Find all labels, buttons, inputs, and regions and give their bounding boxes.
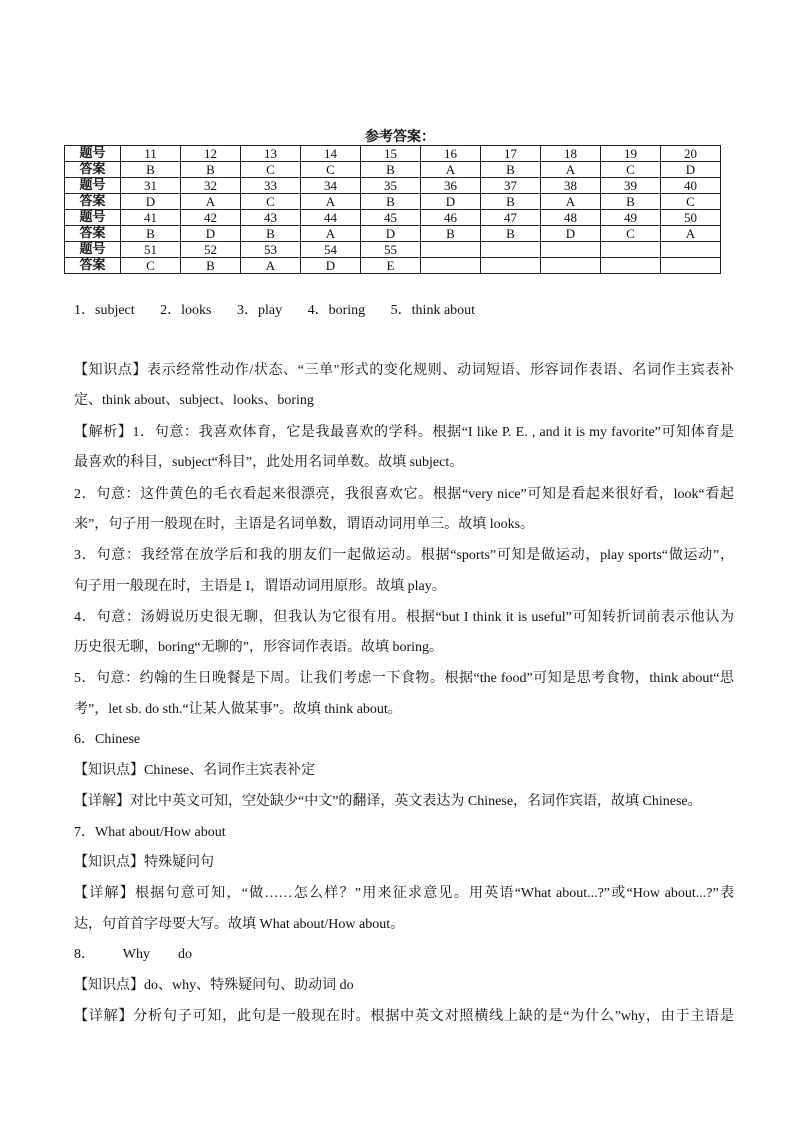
text-line: 4．句意：汤姆说历史很无聊，但我认为它很有用。根据“but I think it is useful”可知转折词前表示他认为 [74,610,734,625]
answer-table-cell: D [301,258,361,274]
answer-table-cell: B [361,194,421,210]
answer-table-cell: C [661,194,721,210]
answer-table-cell [601,242,661,258]
answer-table-row [65,162,721,178]
fill-answer-2-num: 2． [160,303,182,318]
answer-table-cell: 36 [421,178,481,194]
text-line: 【详解】对比中英文可知，空处缺少“中文”的翻译，英文表达为 Chinese，名词作宾语，故填 Chinese。 [74,794,702,809]
answer-table-row [65,210,721,226]
answer-table-cell: A [661,226,721,242]
answer-table-cell: 43 [241,210,301,226]
answer-table-cell: 53 [241,242,301,258]
answer-table-cell: 17 [481,146,541,162]
fill-answer-1: subject [95,303,135,318]
answer-table-cell: 35 [361,178,421,194]
answer-table-cell: 44 [301,210,361,226]
text-line: 3．句意：我经常在放学后和我的朋友们一起做运动。根据“sports”可知是做运动，play sports“做运动”， [74,548,734,563]
answer-table-row [65,226,721,242]
text-line: 最喜欢的科目，subject“科目”，此处用名词单数。故填 subject。 [74,455,464,470]
answer-table-row [65,194,721,210]
answer-table-cell: D [661,162,721,178]
text-line: 2．句意：这件黄色的毛衣看起来很漂亮，我很喜欢它。根据“very nice”可知是看起来很好看，look“看起 [74,487,734,502]
answer-table-cell: A [541,194,601,210]
answer-key-table [64,145,721,274]
answer-table-cell [541,258,601,274]
answer-table-cell: D [421,194,481,210]
fill-answer-4: boring [328,303,366,318]
text-line: 7．What about/How about [74,825,226,840]
answer-table-row-label: 答案 [65,226,121,242]
answer-table-cell: 14 [301,146,361,162]
answer-table-row-label: 答案 [65,162,121,178]
answer-table-cell: 49 [601,210,661,226]
answer-table-cell: C [121,258,181,274]
answer-table-cell: C [241,194,301,210]
answer-table-cell: 47 [481,210,541,226]
fill-answer-4-num: 4． [307,303,329,318]
text-line: 【知识点】Chinese、名词作主宾表补定 [74,763,316,778]
text-line: 【知识点】do、why、特殊疑问句、助动词 do [74,978,354,993]
answer-table-cell: A [541,162,601,178]
answer-table-cell: D [541,226,601,242]
text-line: 来”，句子用一般现在时，主语是名词单数，谓语动词用单三。故填 looks。 [74,517,535,532]
answer-table-cell: 55 [361,242,421,258]
answer-table-cell: C [601,162,661,178]
answer-table-cell: 48 [541,210,601,226]
answer-table-row-label: 答案 [65,194,121,210]
text-line: 5．句意：约翰的生日晚餐是下周。让我们考虑一下食物。根据“the food”可知是思考食物，think about“思 [74,671,734,686]
answer-table-cell: 20 [661,146,721,162]
answer-table-cell: 19 [601,146,661,162]
fill-answer-5-num: 5． [390,303,412,318]
text-line: 达，句首首字母要大写。故填 What about/How about。 [74,917,405,932]
answer-table-cell: C [301,162,361,178]
fill-answer-1-num: 1． [74,303,95,318]
answer-table-row-label: 题号 [65,178,121,194]
answer-table-row-label: 答案 [65,258,121,274]
answer-table-cell: 18 [541,146,601,162]
answer-table-cell: B [481,194,541,210]
answer-table-cell: B [421,226,481,242]
fill-answers-row [74,302,734,320]
answer-table-cell: B [181,162,241,178]
answer-table-cell: 32 [181,178,241,194]
answer-table-cell: 11 [121,146,181,162]
answer-table-row [65,242,721,258]
answer-table-cell [481,242,541,258]
answer-table-cell: A [241,258,301,274]
answer-table-cell: D [181,226,241,242]
answer-table-row [65,258,721,274]
answer-table-cell: B [481,162,541,178]
answer-table-cell: B [241,226,301,242]
answer-table-cell: B [121,162,181,178]
answer-table-cell: B [181,258,241,274]
answer-table-cell: B [481,226,541,242]
answer-table-cell: 42 [181,210,241,226]
answer-table-cell: 54 [301,242,361,258]
text-line: 6．Chinese [74,732,141,747]
answer-table-cell [601,258,661,274]
answer-table-cell: D [361,226,421,242]
text-line: 8． Why do [74,947,192,962]
answer-table-cell [421,258,481,274]
answer-table-cell: 15 [361,146,421,162]
fill-answer-3-num: 3． [237,303,258,318]
text-line: 【知识点】特殊疑问句 [74,855,214,870]
answer-table-cell: 40 [661,178,721,194]
answer-table-cell: 52 [181,242,241,258]
answer-table-row-label: 题号 [65,210,121,226]
answer-table-cell [421,242,481,258]
answer-table-cell: A [301,226,361,242]
answer-table-cell: 50 [661,210,721,226]
answer-table-row-label: 题号 [65,242,121,258]
answer-table-cell: D [121,194,181,210]
answer-table-cell: 46 [421,210,481,226]
answer-table-cell: 33 [241,178,301,194]
answer-table-row [65,178,721,194]
answer-table-cell: A [301,194,361,210]
answer-table-cell: 34 [301,178,361,194]
answer-table-cell: 31 [121,178,181,194]
answer-table-cell: C [241,162,301,178]
answer-table-row-label: 题号 [65,146,121,162]
answer-table-cell: 51 [121,242,181,258]
answer-table-cell: 37 [481,178,541,194]
text-line: 考”，let sb. do sth.“让某人做某事”。故填 think about。 [74,702,402,717]
answer-table-cell: 39 [601,178,661,194]
answer-table-cell: E [361,258,421,274]
text-line: 【详解】分析句子可知，此句是一般现在时。根据中英文对照横线上缺的是“为什么”why，由于主语是 [74,1009,734,1024]
fill-answer-5: think about [411,303,476,318]
answer-table-cell: B [361,162,421,178]
answer-table-cell: A [181,194,241,210]
text-line: 定、think about、subject、looks、boring [74,393,314,408]
answer-table-row [65,146,721,162]
answer-table-cell: 38 [541,178,601,194]
answer-table-cell: C [601,226,661,242]
text-line: 【解析】1．句意：我喜欢体育，它是我最喜欢的学科。根据“I like P. E. , and it is my favorite”可知体育是 [74,425,734,440]
answer-table-cell: 12 [181,146,241,162]
text-line: 【详解】根据句意可知，“做……怎么样？”用来征求意见。用英语“What about...?”或“How about...?”表 [74,886,734,901]
fill-answer-2: looks [181,303,212,318]
answer-table-cell [661,242,721,258]
fill-answer-3: play [258,303,283,318]
text-line: 句子用一般现在时，主语是 I，谓语动词用原形。故填 play。 [74,579,446,594]
answer-table-cell: B [601,194,661,210]
answer-table-cell [541,242,601,258]
answer-table-cell: 41 [121,210,181,226]
answer-table-cell: A [421,162,481,178]
text-line: 【知识点】表示经常性动作/状态、“三单"形式的变化规则、动词短语、形容词作表语、名词作主宾表补 [74,363,734,378]
answer-table-cell [481,258,541,274]
answer-key-title: 参考答案： [365,129,435,145]
answer-table-cell [661,258,721,274]
answer-table-cell: 13 [241,146,301,162]
answer-table-cell: 16 [421,146,481,162]
answer-table-cell: B [121,226,181,242]
text-line: 历史很无聊，boring“无聊的”，形容词作表语。故填 boring。 [74,640,444,655]
answer-table-cell: 45 [361,210,421,226]
